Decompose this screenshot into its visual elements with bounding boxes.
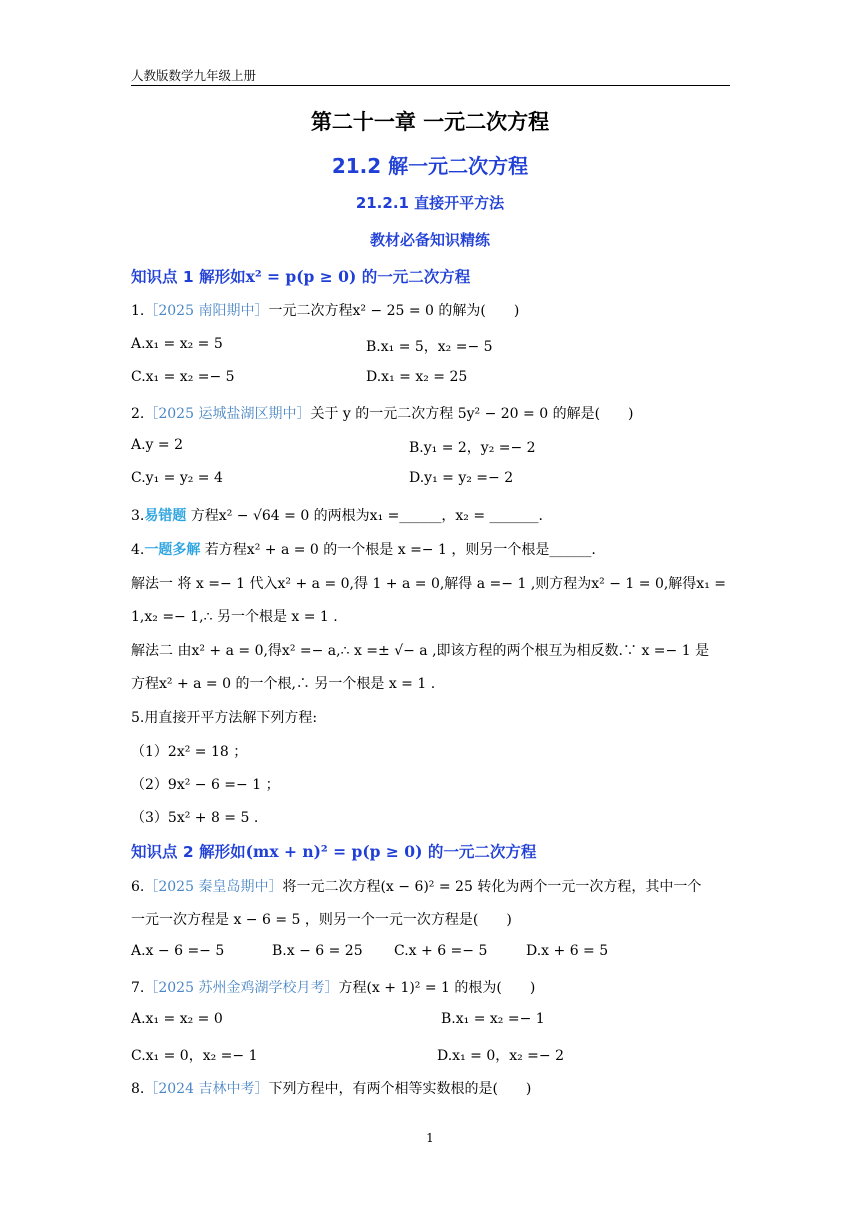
kp1-label: 知识点 1 解形如 xyxy=(131,268,246,286)
kp1-tail: 的一元二次方程 xyxy=(356,268,471,286)
question-6 xyxy=(131,876,701,896)
q7-option-b: B.x₁ = x₂ =− 1 xyxy=(441,1011,545,1027)
q1-text: 一元二次方程x² − 25 = 0 的解为( ) xyxy=(268,303,520,319)
q7-text: 方程(x + 1)² = 1 的根为( ) xyxy=(338,980,536,996)
q8-text: 下列方程中，有两个相等实数根的是( ) xyxy=(268,1081,532,1097)
chapter-title: 第二十一章 一元二次方程 xyxy=(310,110,550,134)
kp1-eq: x² = p(p ≥ 0) xyxy=(245,267,357,286)
header-rule xyxy=(131,85,730,86)
page-header: 人教版数学九年级上册 xyxy=(131,68,257,83)
q3-tag: 易错题 xyxy=(144,508,187,524)
q1-source: ［2025 南阳期中］ xyxy=(144,303,269,319)
q6-option-a: A.x − 6 =− 5 xyxy=(131,943,225,959)
question-5: 5.用直接开平方法解下列方程: xyxy=(131,710,318,726)
q5-item-1: （1）2x² = 18 ； xyxy=(131,744,248,760)
q7-option-d: D.x₁ = 0，x₂ =− 2 xyxy=(437,1048,564,1064)
subsection-title: 21.2.1 直接开平方法 xyxy=(355,194,505,212)
question-1 xyxy=(131,300,519,320)
question-8 xyxy=(131,1078,531,1098)
question-7 xyxy=(131,977,535,997)
kp2-eq: (mx + n)² = p(p ≥ 0) xyxy=(245,842,423,861)
q6-option-c: C.x + 6 =− 5 xyxy=(394,943,488,959)
q2-option-a: A.y = 2 xyxy=(131,437,184,453)
q8-num: 8. xyxy=(131,1081,145,1097)
q5-item-2: （2）9x² − 6 =− 1 ； xyxy=(131,777,280,793)
section-title: 21.2 解一元二次方程 xyxy=(331,154,529,178)
q6-option-b: B.x − 6 = 25 xyxy=(272,943,363,959)
question-4 xyxy=(131,539,596,559)
q3-text: 方程x² − √64 = 0 的两根为x₁ =______，x₂ = _______. xyxy=(186,508,543,524)
q4-solution-2-line-1: 解法二 由x² + a = 0,得x² =− a,∴ x =± √− a ,即该方程的两个根互为相反数.∵ x =− 1 是 xyxy=(131,643,710,659)
q2-source: ［2025 运城盐湖区期中］ xyxy=(144,406,311,422)
question-3 xyxy=(131,505,543,525)
q1-option-a: A.x₁ = x₂ = 5 xyxy=(131,336,223,352)
q2-text: 关于 y 的一元二次方程 5y² − 20 = 0 的解是( ) xyxy=(310,406,634,422)
q3-num: 3. xyxy=(131,508,145,524)
q2-option-b: B.y₁ = 2，y₂ =− 2 xyxy=(409,440,536,456)
practice-title: 教材必备知识精练 xyxy=(369,231,490,249)
q4-num: 4. xyxy=(131,542,145,558)
q6-text: 将一元二次方程(x − 6)² = 25 转化为两个一元一次方程，其中一个 xyxy=(282,879,702,895)
knowledge-point-2 xyxy=(131,840,536,862)
q7-source: ［2025 苏州金鸡湖学校月考］ xyxy=(144,980,339,996)
q6-source: ［2025 秦皇岛期中］ xyxy=(144,879,283,895)
q2-option-d: D.y₁ = y₂ =− 2 xyxy=(409,470,514,486)
kp2-tail: 的一元二次方程 xyxy=(422,843,537,861)
q6-text-line-2: 一元一次方程是 x − 6 = 5 ，则另一个一元一次方程是( ) xyxy=(131,912,512,928)
q7-num: 7. xyxy=(131,980,145,996)
q7-option-a: A.x₁ = x₂ = 0 xyxy=(131,1011,223,1027)
q8-source: ［2024 吉林中考］ xyxy=(144,1081,269,1097)
q6-option-d: D.x + 6 = 5 xyxy=(526,943,609,959)
question-2 xyxy=(131,403,634,423)
q5-item-3: （3）5x² + 8 = 5 . xyxy=(131,810,259,826)
knowledge-point-1 xyxy=(131,265,470,287)
q4-solution-1-line-1: 解法一 将 x =− 1 代入x² + a = 0,得 1 + a = 0,解得 a =− 1 ,则方程为x² − 1 = 0,解得x₁ = xyxy=(131,576,726,592)
q1-option-d: D.x₁ = x₂ = 25 xyxy=(366,369,468,385)
q6-num: 6. xyxy=(131,879,145,895)
q4-solution-2-line-2: 方程x² + a = 0 的一个根,∴ 另一个根是 x = 1 . xyxy=(131,676,436,692)
q1-option-b: B.x₁ = 5，x₂ =− 5 xyxy=(366,339,493,355)
q7-option-c: C.x₁ = 0，x₂ =− 1 xyxy=(131,1048,258,1064)
q4-solution-1-line-2: 1,x₂ =− 1,∴ 另一个根是 x = 1 . xyxy=(131,609,338,625)
q2-option-c: C.y₁ = y₂ = 4 xyxy=(131,470,223,486)
q4-tag: 一题多解 xyxy=(144,542,201,558)
q1-option-c: C.x₁ = x₂ =− 5 xyxy=(131,369,235,385)
q1-num: 1. xyxy=(131,303,145,319)
page-number: 1 xyxy=(426,1131,434,1145)
q2-num: 2. xyxy=(131,406,145,422)
q4-text: 若方程x² + a = 0 的一个根是 x =− 1 ，则另一个根是______. xyxy=(200,542,596,558)
kp2-label: 知识点 2 解形如 xyxy=(131,843,246,861)
